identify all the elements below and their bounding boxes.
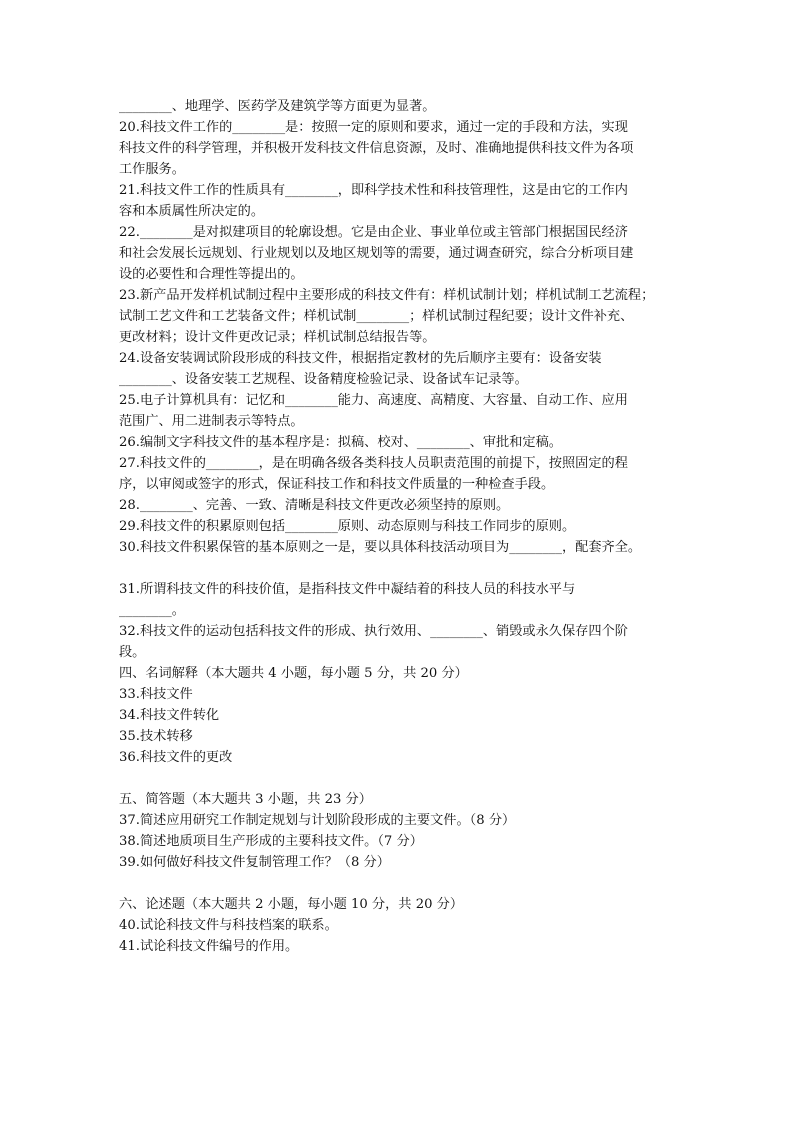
text-line: 设的必要性和合理性等提出的。 [119, 267, 304, 282]
text-line: 36.科技文件的更改 [119, 750, 233, 765]
text-line: 26.编制文字科技文件的基本程序是：拟稿、校对、________、审批和定稿。 [119, 435, 562, 450]
text-line: 科技文件的科学管理，并积极开发科技文件信息资源，及时、准确地提供科技文件为各项 [119, 141, 634, 156]
text-line: 更改材料；设计文件更改记录；样机试制总结报告等。 [119, 330, 436, 345]
text-line: 序，以审阅或签字的形式，保证科技工作和科技文件质量的一种检查手段。 [119, 477, 555, 492]
text-line: ________。 [119, 603, 185, 618]
text-line: ________、地理学、医药学及建筑学等方面更为显著。 [119, 99, 436, 114]
text-line: 试制工艺文件和工艺装备文件；样机试制________；样机试制过程纪要；设计文件补充、 [119, 309, 634, 324]
text-line: 四、名词解释（本大题共 4 小题，每小题 5 分，共 20 分） [119, 666, 468, 681]
text-line: 23.新产品开发样机试制过程中主要形成的科技文件有：样机试制计划；样机试制工艺流程； [119, 288, 655, 303]
text-line: 22.________是对拟建项目的轮廓设想。它是由企业、事业单位或主管部门根据国民经济 [119, 225, 628, 240]
text-line: 39.如何做好科技文件复制管理工作？（8 分） [119, 855, 390, 870]
text-line: 24.设备安装调试阶段形成的科技文件，根据指定教材的先后顺序主要有：设备安装 [119, 351, 602, 366]
text-line: 20.科技文件工作的________是：按照一定的原则和要求，通过一定的手段和方法，实现 [119, 120, 628, 135]
text-line: ________、设备安装工艺规程、设备精度检验记录、设备试车记录等。 [119, 372, 528, 387]
text-line: 30.科技文件积累保管的基本原则之一是，要以具体科技活动项目为________，配套齐全。 [119, 540, 642, 555]
text-line: 35.技术转移 [119, 729, 193, 744]
text-line: 40.试论科技文件与科技档案的联系。 [119, 918, 338, 933]
blank-line [119, 768, 679, 789]
text-line: 段。 [119, 645, 146, 660]
text-line: 21.科技文件工作的性质具有________，即科学技术性和科技管理性，这是由它的工作内 [119, 183, 628, 198]
text-line: 六、论述题（本大题共 2 小题，每小题 10 分，共 20 分） [119, 897, 464, 912]
blank-line [119, 873, 679, 894]
text-line: 工作服务。 [119, 162, 185, 177]
document-body [119, 96, 679, 957]
text-line: 34.科技文件转化 [119, 708, 220, 723]
text-line: 25.电子计算机具有：记忆和________能力、高速度、高精度、大容量、自动工作、应用 [119, 393, 628, 408]
text-line: 38.简述地质项目生产形成的主要科技文件。（7 分） [119, 834, 423, 849]
text-line: 32.科技文件的运动包括科技文件的形成、执行效用、________、销毁或永久保存四个阶 [119, 624, 628, 639]
text-line: 28.________、完善、一致、清晰是科技文件更改必须坚持的原则。 [119, 498, 510, 513]
text-line: 容和本质属性所决定的。 [119, 204, 265, 219]
text-line: 29.科技文件的积累原则包括________原则、动态原则与科技工作同步的原则。 [119, 519, 576, 534]
text-line: 33.科技文件 [119, 687, 193, 702]
text-line: 范围广、用二进制表示等特点。 [119, 414, 304, 429]
text-line: 37.简述应用研究工作制定规划与计划阶段形成的主要文件。（8 分） [119, 813, 516, 828]
blank-line [119, 558, 679, 579]
text-line: 27.科技文件的________，是在明确各级各类科技人员职责范围的前提下，按照固定的程 [119, 456, 628, 471]
text-line: 和社会发展长远规划、行业规划以及地区规划等的需要，通过调查研究，综合分析项目建 [119, 246, 634, 261]
text-line: 41.试论科技文件编号的作用。 [119, 939, 299, 954]
text-line: 五、简答题（本大题共 3 小题，共 23 分） [119, 792, 372, 807]
text-line: 31.所谓科技文件的科技价值，是指科技文件中凝结着的科技人员的科技水平与 [119, 582, 576, 597]
